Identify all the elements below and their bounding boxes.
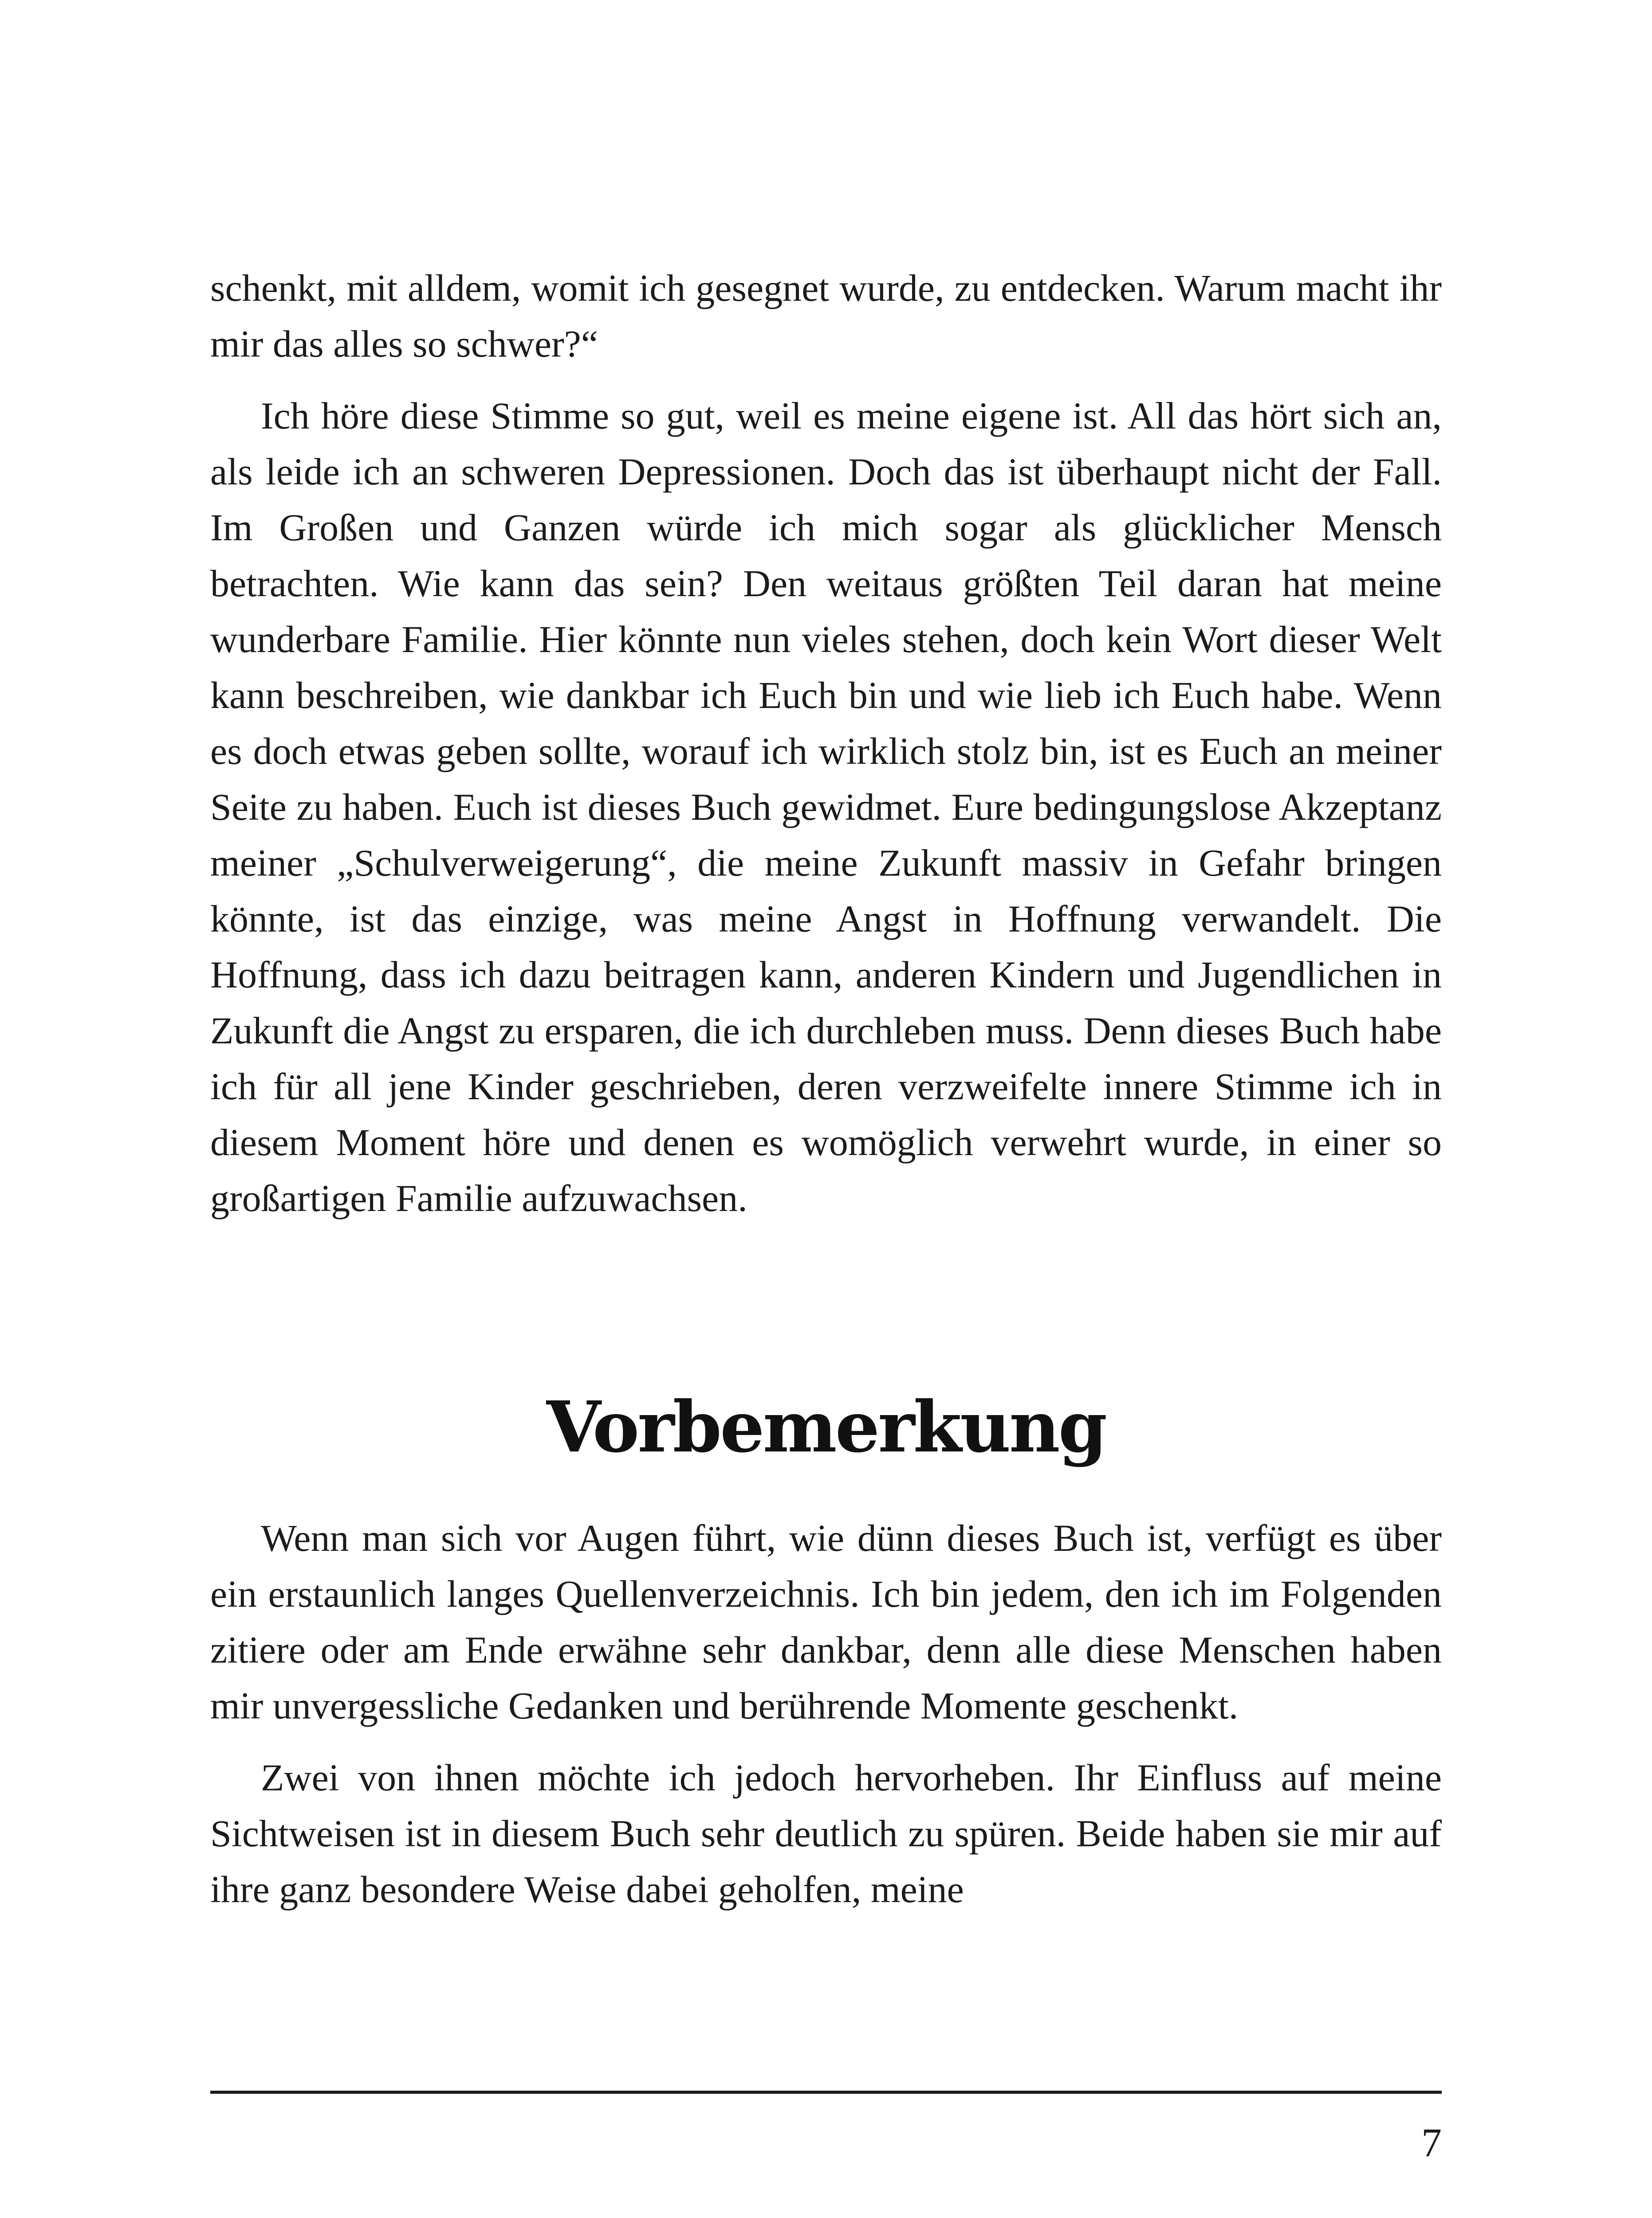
section-heading: Vorbemerkung: [546, 1386, 1106, 1468]
body-text-bottom: [210, 1510, 1442, 1917]
paragraph-highlight: Zwei von ihnen möchte ich jedoch hervorheben. Ihr Einfluss auf meine Sichtweisen ist in diesem Buch sehr deutlich zu spüren. Beide haben sie mir auf ihre ganz besondere Weise dabei geholfen, meine: [210, 1756, 1442, 1911]
paragraph-continuation: schenkt, mit alldem, womit ich gesegnet wurde, zu entdecken. Warum macht ihr mir das alles so schwer?“: [210, 267, 1442, 365]
paragraph-sources: Wenn man sich vor Augen führt, wie dünn dieses Buch ist, verfügt es über ein erstaunlich langes Quellenverzeichnis. Ich bin jedem, den ich im Folgenden zitiere oder am Ende erwähne sehr dankbar, denn alle diese Menschen haben mir unvergessliche Gedanken und berührende Momente geschenkt.: [210, 1517, 1442, 1727]
paragraph-family: Ich höre diese Stimme so gut, weil es meine eigene ist. All das hört sich an, als leide ich an schweren Depressionen. Doch das ist überhaupt nicht der Fall. Im Großen und Ganzen würde ich mich sogar als glücklicher Mensch betrachten. Wie kann das sein? Den weitaus größten Teil daran hat meine wunderbare Familie. Hier könnte nun vieles stehen, doch kein Wort dieser Welt kann beschreiben, wie dankbar ich Euch bin und wie lieb ich Euch habe. Wenn es doch etwas geben sollte, worauf ich wirklich stolz bin, ist es Euch an meiner Seite zu haben. Euch ist dieses Buch gewidmet. Eure bedingungslose Akzeptanz meiner „Schulverweigerung“, die meine Zukunft massiv in Gefahr bringen könnte, ist das einzige, was meine Angst in Hoffnung verwandelt. Die Hoffnung, dass ich dazu beitragen kann, anderen Kindern und Jugendlichen in Zukunft die Angst zu ersparen, die ich durchleben muss. Denn dieses Buch habe ich für all jene Kinder geschrieben, deren verzweifelte innere Stimme ich in diesem Moment höre und denen es womöglich verwehrt wurde, in einer so großartigen Familie aufzuwachsen.: [210, 394, 1442, 1219]
body-text-top: [210, 260, 1442, 1226]
page-number: 7: [1421, 2120, 1442, 2165]
footer-rule: [210, 2091, 1442, 2094]
